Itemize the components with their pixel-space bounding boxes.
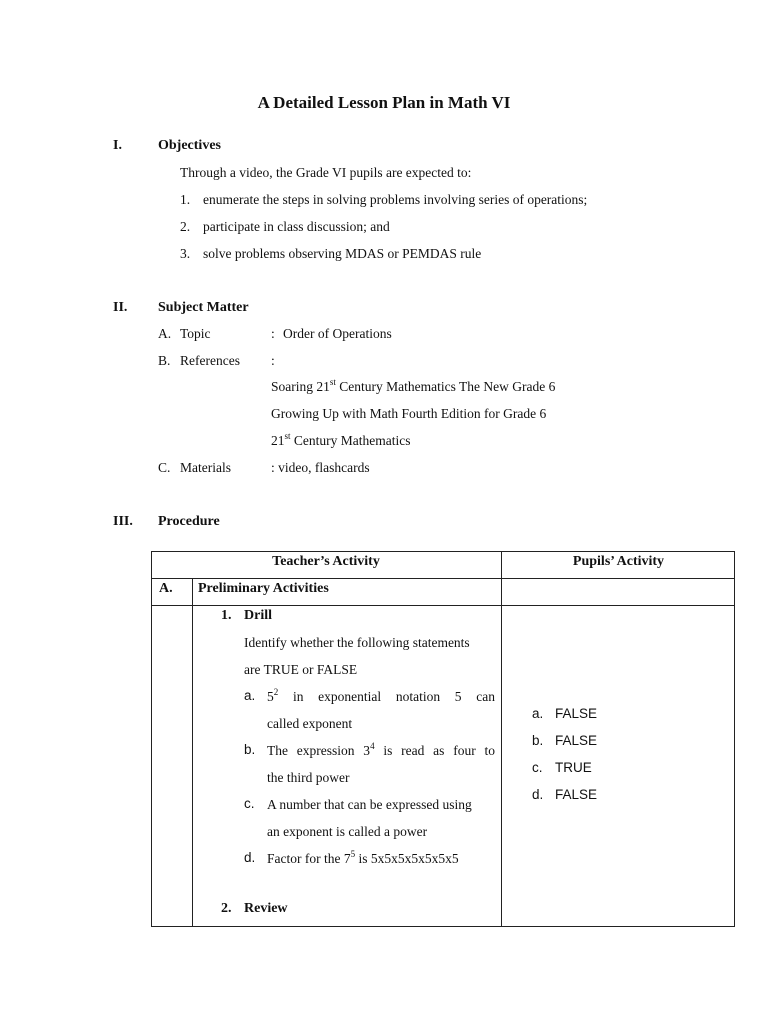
subject-matter-heading: Subject Matter [158, 300, 249, 315]
references-letter: B. [158, 353, 171, 368]
objectives-numeral: I. [113, 138, 122, 153]
procedure-table [151, 551, 735, 927]
statement-text: The expression $3^4$ is read as four to [267, 741, 495, 758]
review-number: 2. [221, 901, 232, 916]
procedure-heading: Procedure [158, 514, 220, 529]
drill-title: Drill [244, 608, 272, 623]
statement-letter: c. [244, 796, 255, 811]
statement-text: called exponent [267, 716, 353, 731]
statement-letter: b. [244, 742, 256, 757]
pupils-activity-header: Pupils’ Activity [572, 554, 665, 569]
materials-letter: C. [158, 460, 171, 475]
reference-item: Soaring 21st Century Mathematics The New Grade 6 [271, 377, 556, 394]
table-column-divider [192, 578, 193, 927]
subject-matter-numeral: II. [113, 300, 128, 315]
objective-num: 2. [180, 219, 191, 234]
section-title: Preliminary Activities [198, 581, 329, 596]
topic-label: Topic [180, 326, 211, 341]
statement-text: $5^2$ in exponential notation 5 can [267, 687, 495, 704]
materials-label: Materials [180, 460, 231, 475]
statement-letter: a. [244, 688, 256, 703]
answer-value: FALSE [555, 706, 598, 721]
teacher-activity-header: Teacher’s Activity [272, 554, 380, 569]
answer-value: FALSE [555, 733, 598, 748]
objective-text: solve problems observing MDAS or PEMDAS rule [203, 246, 482, 261]
statement-letter: d. [244, 850, 256, 865]
objectives-heading: Objectives [158, 138, 221, 153]
materials-value: : video, flashcards [271, 460, 370, 475]
table-row-divider [151, 605, 735, 606]
table-row-divider [151, 578, 735, 579]
statement-text: A number that can be expressed using [267, 797, 472, 812]
answer-letter: c. [532, 760, 543, 775]
answer-letter: a. [532, 706, 544, 721]
reference-item: 21st Century Mathematics [271, 431, 411, 448]
answer-value: TRUE [555, 760, 592, 775]
topic-letter: A. [158, 326, 172, 341]
objective-num: 1. [180, 192, 191, 207]
section-letter: A. [159, 581, 173, 596]
procedure-numeral: III. [113, 514, 133, 529]
topic-separator: : [271, 326, 275, 341]
objective-num: 3. [180, 246, 191, 261]
references-label: References [180, 353, 240, 368]
drill-instruction: Identify whether the following statements [244, 635, 470, 650]
document-title: A Detailed Lesson Plan in Math VI [257, 93, 511, 112]
drill-number: 1. [221, 608, 232, 623]
reference-item: Growing Up with Math Fourth Edition for Grade 6 [271, 406, 547, 421]
drill-instruction: are TRUE or FALSE [244, 662, 358, 677]
statement-text: the third power [267, 770, 350, 785]
answer-letter: d. [532, 787, 544, 802]
references-separator: : [271, 353, 275, 368]
objectives-intro: Through a video, the Grade VI pupils are expected to: [180, 165, 472, 180]
objective-text: enumerate the steps in solving problems involving series of operations; [203, 192, 588, 207]
objective-text: participate in class discussion; and [203, 219, 390, 234]
review-title: Review [244, 901, 288, 916]
topic-value: Order of Operations [283, 326, 392, 341]
answer-value: FALSE [555, 787, 598, 802]
answer-letter: b. [532, 733, 544, 748]
table-column-divider [501, 551, 502, 927]
statement-text: Factor for the $7^5$ is 5x5x5x5x5x5x5 [267, 849, 459, 866]
statement-text: an exponent is called a power [267, 824, 428, 839]
